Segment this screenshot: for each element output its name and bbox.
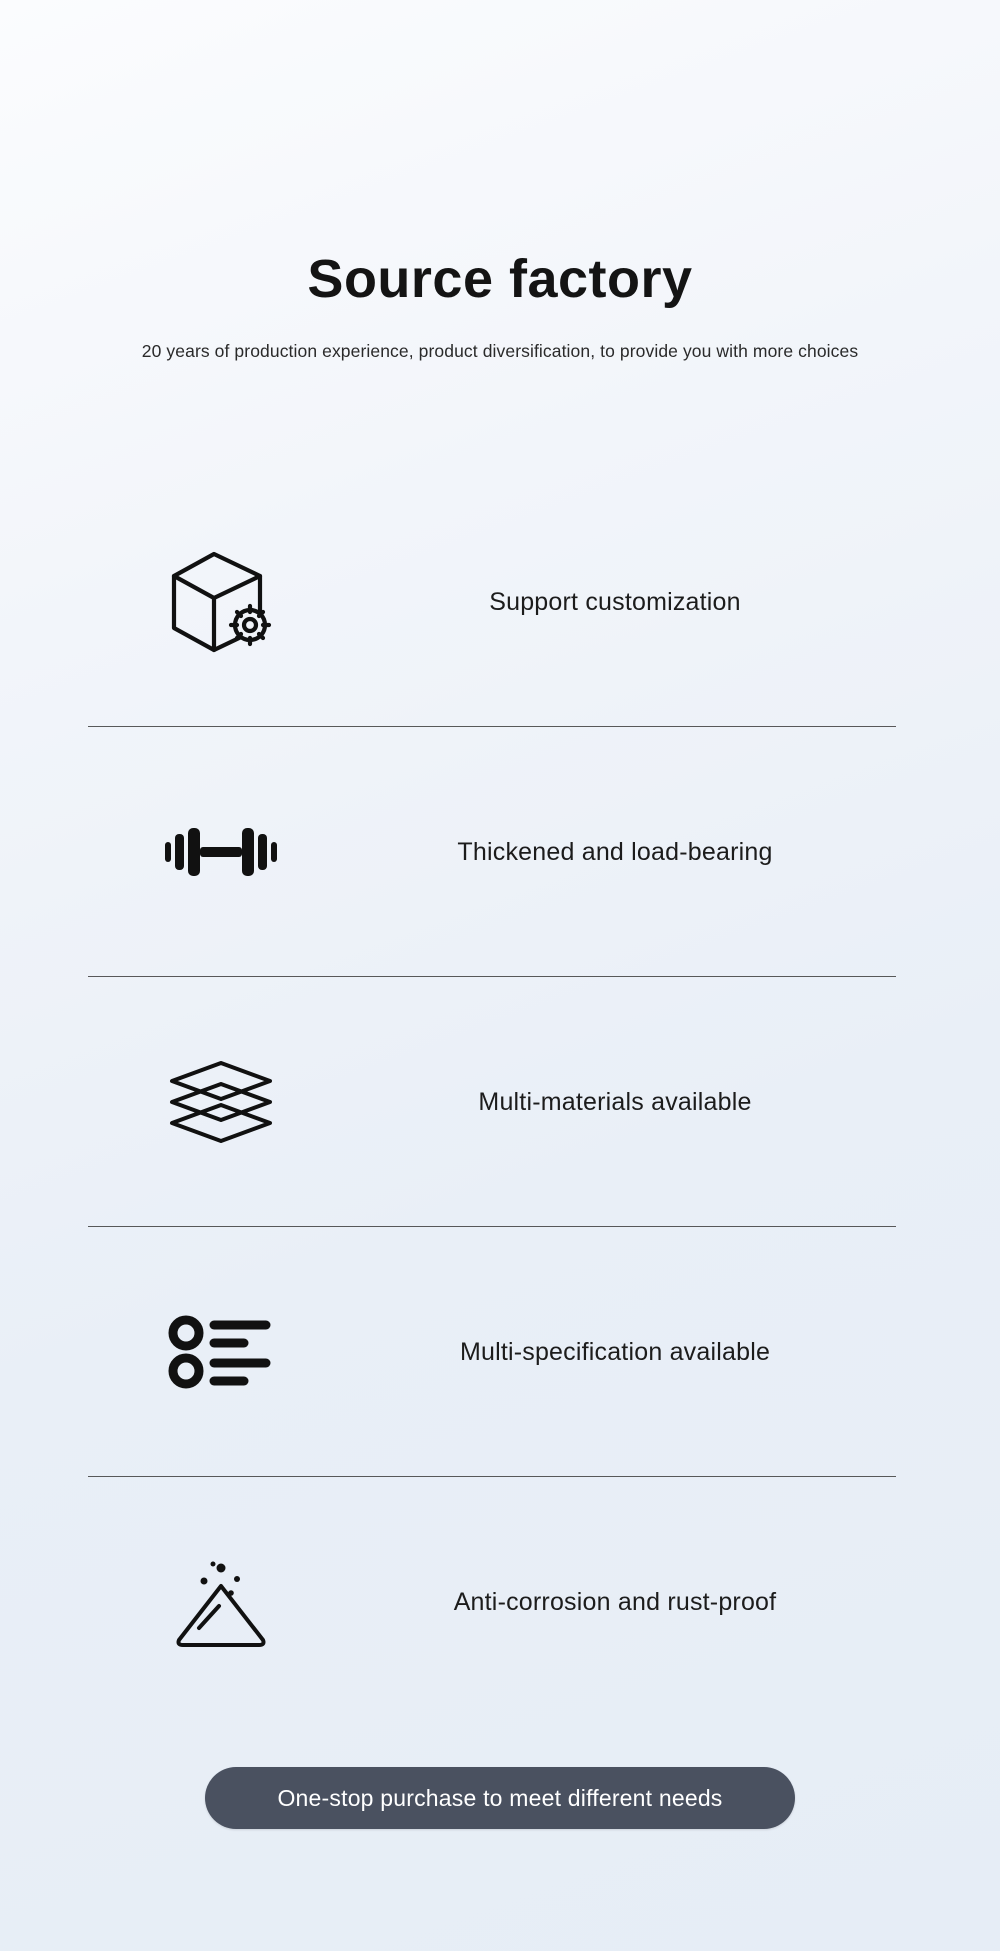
list-item bbox=[76, 477, 924, 727]
list-item bbox=[76, 1227, 924, 1477]
options-list-icon bbox=[106, 1313, 336, 1391]
list-item-label: Multi-specification available bbox=[459, 1337, 771, 1366]
page-subtitle: 20 years of production experience, product diversification, to provide you with more choices bbox=[141, 341, 859, 362]
list-item-label: Multi-materials available bbox=[478, 1087, 752, 1116]
box-gear-icon bbox=[106, 546, 336, 658]
page-footer bbox=[0, 1767, 1000, 1829]
list-item-label: Thickened and load-bearing bbox=[457, 837, 773, 866]
dumbbell-icon bbox=[106, 824, 336, 880]
list-item-label: Support customization bbox=[489, 587, 741, 616]
list-item bbox=[76, 727, 924, 977]
page-header bbox=[0, 0, 1000, 362]
list-item bbox=[76, 977, 924, 1227]
layers-icon bbox=[106, 1059, 336, 1145]
page-title: Source factory bbox=[307, 249, 693, 309]
one-stop-purchase-button[interactable]: One-stop purchase to meet different needs bbox=[205, 1767, 795, 1829]
feature-list bbox=[76, 477, 924, 1727]
list-item bbox=[76, 1477, 924, 1727]
anti-corrosion-icon bbox=[106, 1552, 336, 1652]
list-item-label: Anti-corrosion and rust-proof bbox=[453, 1587, 777, 1616]
